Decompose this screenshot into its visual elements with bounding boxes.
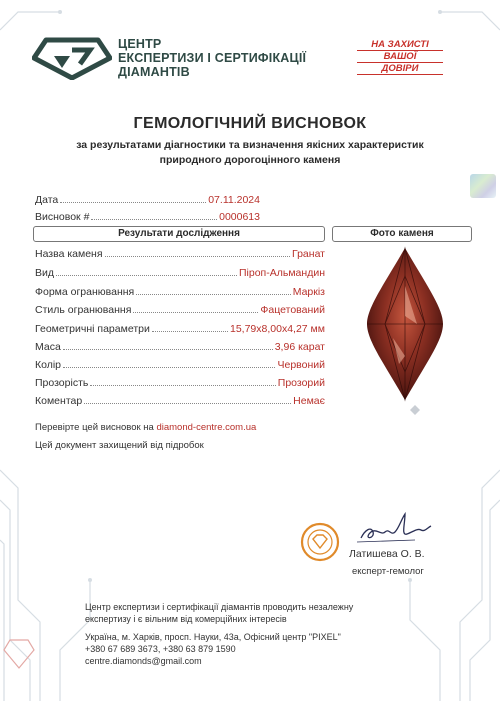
field-label: Маса [35, 341, 61, 353]
field-value: Маркіз [292, 286, 325, 298]
photo-section-header: Фото каменя [332, 226, 472, 242]
slogan-line: НА ЗАХИСТІ [357, 39, 443, 51]
field-row [35, 337, 325, 353]
logo-icon [32, 34, 112, 80]
field-value: Прозорий [277, 377, 325, 389]
footer-statement-line: експертизу і є вільним від комерційних інтересів [85, 614, 287, 624]
field-row [35, 319, 325, 335]
org-name-line: ДІАМАНТІВ [118, 65, 190, 79]
footer-email[interactable]: centre.diamonds@gmail.com [85, 656, 202, 666]
slogan-line: ВАШОЇ [357, 51, 443, 63]
gem-photo [365, 246, 445, 402]
footer [85, 601, 425, 667]
slogan-line: ДОВІРИ [357, 63, 443, 75]
document-subtitle [0, 138, 500, 168]
expert-name: Латишева О. В. [349, 548, 425, 560]
seal-stamp-icon [300, 522, 340, 562]
org-name-line: ЦЕНТР [118, 37, 162, 51]
field-label: Стиль огранювання [35, 304, 132, 316]
signature-icon [355, 510, 435, 546]
subtitle-line: за результатами діагностики та визначення якісних характеристик [76, 139, 424, 151]
org-name-line: ЕКСПЕРТИЗИ І СЕРТИФІКАЦІЇ [118, 51, 307, 65]
verify-text: Перевірте цей висновок на [35, 422, 157, 433]
protection-note: Цей документ захищений від підробок [35, 440, 204, 451]
field-label: Колір [35, 359, 62, 371]
date-label: Дата [35, 194, 59, 206]
field-value: Піроп-Альмандин [239, 267, 325, 279]
field-value: 15,79x8,00x4,27 мм [229, 323, 325, 335]
field-label: Коментар [35, 395, 83, 407]
field-row [35, 263, 325, 279]
document-title: ГЕМОЛОГІЧНИЙ ВИСНОВОК [133, 115, 367, 132]
field-label: Геометричні параметри [35, 323, 150, 335]
field-value: Червоний [277, 359, 325, 371]
field-row [35, 391, 325, 407]
field-row [35, 282, 325, 298]
conclusion-number-value: 0000613 [219, 211, 260, 223]
footer-address: Україна, м. Харків, просп. Науки, 43а, Офісний центр "PIXEL" [85, 632, 341, 642]
verify-link[interactable]: diamond-centre.com.ua [156, 422, 257, 433]
expert-role: експерт-гемолог [352, 566, 424, 577]
conclusion-number-row [35, 207, 260, 223]
field-row [35, 300, 325, 316]
footer-phones: +380 67 689 3673, +380 63 879 1590 [85, 644, 236, 654]
subtitle-line: природного дорогоцінного каменя [159, 154, 341, 166]
date-value: 07.11.2024 [208, 194, 260, 206]
hologram-sticker [470, 174, 496, 198]
field-row [35, 244, 325, 260]
field-value: Фацетований [260, 304, 325, 316]
field-label: Назва каменя [35, 248, 103, 260]
field-row [35, 355, 325, 371]
date-row [35, 190, 260, 206]
conclusion-number-label: Висновок # [35, 211, 90, 223]
field-label: Вид [35, 267, 54, 279]
field-value: 3,96 карат [274, 341, 325, 353]
results-section-header: Результати дослідження [33, 226, 325, 242]
field-label: Форма огранювання [35, 286, 135, 298]
field-value: Гранат [292, 248, 325, 260]
slogan [357, 39, 443, 75]
verify-note [35, 422, 256, 433]
footer-statement-line: Центр експертизи і сертифікації діамантів проводить незалежну [85, 602, 354, 612]
organization-name [118, 37, 338, 79]
field-value: Немає [293, 395, 325, 407]
field-label: Прозорість [35, 377, 89, 389]
field-row [35, 373, 325, 389]
